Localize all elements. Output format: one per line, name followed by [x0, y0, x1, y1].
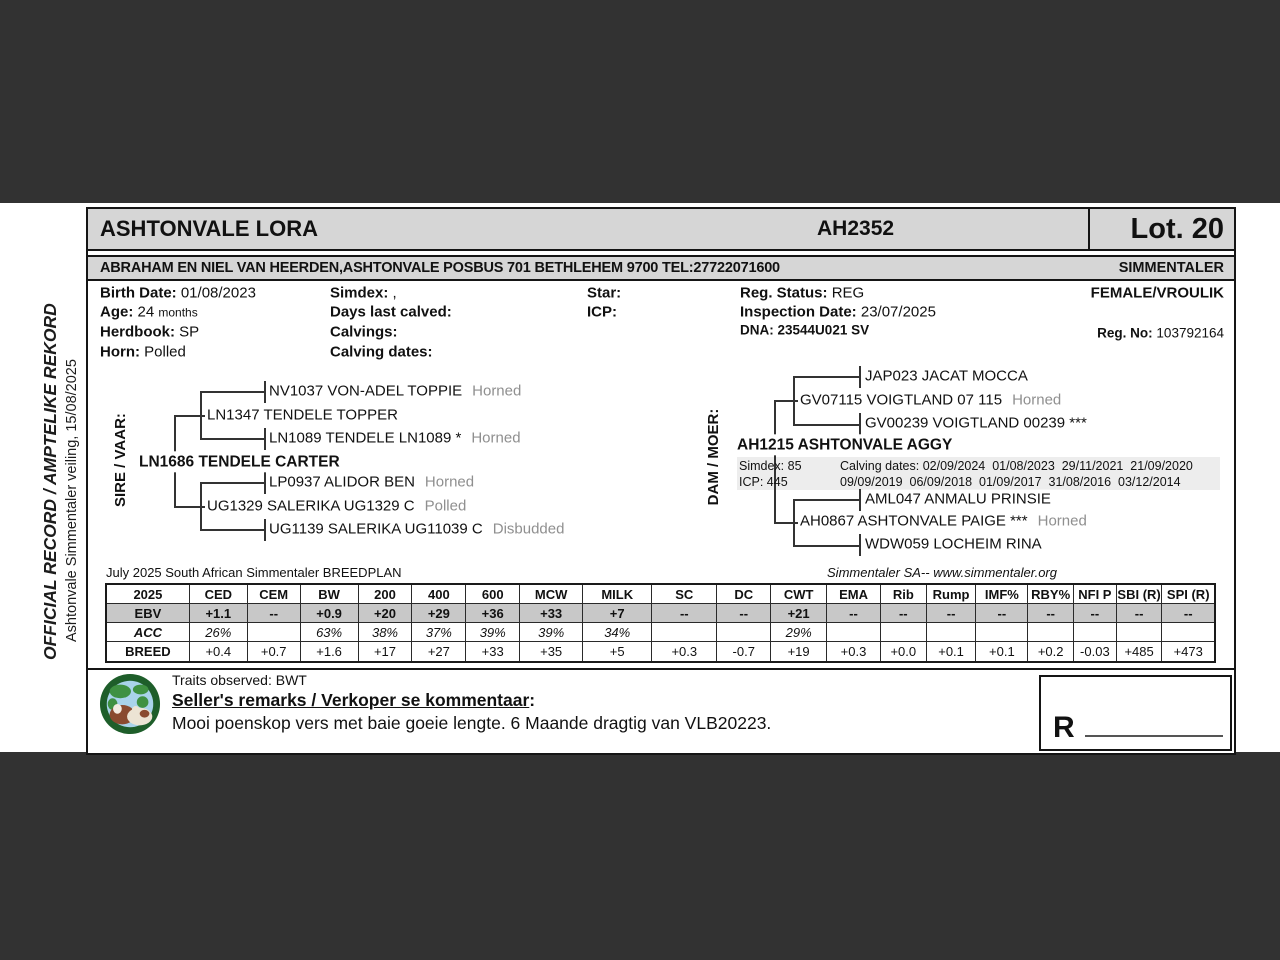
calving-dates-row: [330, 344, 433, 361]
birth-date-value: 01/08/2023: [180, 284, 256, 302]
pedigree-line: [200, 482, 264, 484]
animal-name-text: LN1089 TENDELE LN1089 *: [269, 429, 462, 447]
pedigree-line: [793, 499, 859, 501]
pedigree-line: [264, 519, 266, 541]
breedplan-cell: [1028, 623, 1074, 642]
inspection-value: 23/07/2025: [860, 303, 936, 321]
pedigree-line: [793, 545, 859, 547]
breedplan-cell: --: [717, 604, 771, 623]
breedplan-cell: [1162, 623, 1215, 642]
dam-granddam-maternal: [863, 535, 1056, 556]
animal-name: ASHTONVALE LORA: [100, 216, 318, 241]
breedplan-table: [105, 583, 1216, 663]
animal-name-text: GV00239 VOIGTLAND 00239 ***: [865, 414, 1087, 432]
inspection-row: [740, 304, 936, 321]
breedplan-cell: [247, 623, 300, 642]
breedplan-row-label: EBV: [106, 604, 189, 623]
breedplan-cell: +485: [1116, 642, 1162, 662]
animal-name-text: GV07115 VOIGTLAND 07 115: [800, 391, 1003, 409]
dam-icp: [739, 475, 788, 489]
sire-name: LN1686 TENDELE CARTER: [137, 451, 344, 472]
breedplan-col-header: SPI (R): [1162, 584, 1215, 604]
breedplan-cell: --: [880, 604, 926, 623]
breedplan-cell: +27: [412, 642, 466, 662]
animal-name-text: WDW059 LOCHEIM RINA: [865, 535, 1042, 553]
dam-calving-dates-2: 09/09/2019 06/09/2018 01/09/2017 31/08/2016 03/12/2014: [840, 475, 1181, 489]
days-last-calved-row: [330, 304, 452, 321]
horn-status: Horned: [471, 429, 521, 447]
breedplan-caption: July 2025 South African Simmentaler BREEDPLAN: [106, 565, 402, 580]
breed-name: SIMMENTALER: [1118, 260, 1224, 276]
breedplan-cell: +0.1: [926, 642, 976, 662]
horn-status: Horned: [1037, 512, 1087, 530]
dam-label: DAM / MOER:: [705, 408, 722, 506]
breedplan-col-header: SC: [652, 584, 717, 604]
sire-grandsire-paternal: [267, 382, 525, 403]
breedplan-cell: +35: [520, 642, 583, 662]
birth-date-label: Birth Date:: [100, 284, 177, 302]
side-official-record-label: OFFICIAL RECORD / AMPTELIKE REKORD: [40, 303, 60, 660]
dam-dam: [798, 512, 1091, 533]
sire-grandsire-maternal: [267, 473, 478, 494]
calving-dates-label: Calving dates:: [330, 343, 433, 361]
pedigree-line: [793, 424, 859, 426]
pedigree-line: [793, 376, 795, 426]
seller-remarks-heading: [172, 690, 535, 711]
horn-status: Polled: [424, 497, 467, 515]
herdbook-label: Herdbook:: [100, 323, 175, 341]
breedplan-cell: +0.1: [976, 642, 1028, 662]
age-unit: months: [158, 305, 198, 320]
breedplan-cell: 34%: [583, 623, 652, 642]
animal-name-text: AML047 ANMALU PRINSIE: [865, 490, 1051, 508]
seller-remark-text: Mooi poenskop vers met baie goeie lengte. 6 Maande dragtig van VLB20223.: [172, 713, 772, 733]
horn-row: [100, 344, 186, 361]
pedigree-line: [200, 482, 202, 531]
dam-grandsire-paternal: [863, 367, 1042, 388]
breedplan-col-header: BW: [300, 584, 358, 604]
breedplan-row-label: BREED: [106, 642, 189, 662]
pedigree-line: [774, 400, 800, 402]
breedplan-cell: --: [1074, 604, 1117, 623]
breedplan-cell: 63%: [300, 623, 358, 642]
breedplan-cell: [717, 623, 771, 642]
dam-name: AH1215 ASHTONVALE AGGY: [735, 434, 956, 455]
footer-separator: [88, 668, 1234, 670]
breedplan-cell: +29: [412, 604, 466, 623]
breedplan-cell: +0.3: [652, 642, 717, 662]
seller-remarks-colon: :: [529, 690, 536, 710]
sex-value: FEMALE/VROULIK: [1090, 284, 1224, 302]
reg-status-label: Reg. Status:: [740, 284, 828, 302]
breedplan-cell: --: [976, 604, 1028, 623]
breedplan-cell: +0.4: [189, 642, 247, 662]
horn-label: Horn:: [100, 343, 140, 361]
breedplan-cell: [827, 623, 881, 642]
title-bar: [88, 209, 1234, 251]
pedigree-line: [200, 438, 264, 440]
animal-name-text: AH0867 ASHTONVALE PAIGE ***: [800, 512, 1028, 530]
breedplan-cell: -0.03: [1074, 642, 1117, 662]
days-last-calved-label: Days last calved:: [330, 303, 452, 321]
traits-observed: Traits observed: BWT: [172, 672, 307, 688]
breedplan-col-header: 400: [412, 584, 466, 604]
dna-row: [740, 323, 869, 338]
simdex-row: [330, 285, 397, 302]
breedplan-table-wrap: [105, 583, 1216, 663]
side-event-label: Ashtonvale Simmentaler veiling, 15/08/2025: [64, 359, 80, 642]
pedigree-line: [200, 391, 264, 393]
pedigree-line: [859, 366, 861, 388]
reg-status-value: REG: [831, 284, 865, 302]
breedplan-col-header: Rump: [926, 584, 976, 604]
breedplan-cell: 26%: [189, 623, 247, 642]
calvings-label: Calvings:: [330, 323, 398, 341]
horn-value: Polled: [144, 343, 186, 361]
breedplan-cell: +1.6: [300, 642, 358, 662]
dam-simdex-value: 85: [787, 459, 802, 473]
breedplan-cell: [1074, 623, 1117, 642]
breedplan-col-header: Rib: [880, 584, 926, 604]
breedplan-cell: --: [1028, 604, 1074, 623]
breedplan-cell: --: [1116, 604, 1162, 623]
breedplan-col-header: NFI P: [1074, 584, 1117, 604]
animal-name-text: JAP023 JACAT MOCCA: [865, 367, 1028, 385]
pedigree-line: [264, 381, 266, 403]
dam-simdex: [739, 459, 802, 473]
breedplan-col-header: CEM: [247, 584, 300, 604]
lot-number: Lot. 20: [1088, 209, 1234, 249]
horn-status: Horned: [472, 382, 522, 400]
animal-name-text: LN1347 TENDELE TOPPER: [207, 406, 398, 424]
breedplan-col-header: 200: [358, 584, 412, 604]
breedplan-cell: +20: [358, 604, 412, 623]
breedplan-cell: [976, 623, 1028, 642]
breedplan-col-header: MCW: [520, 584, 583, 604]
star-row: [587, 285, 621, 302]
star-label: Star:: [587, 284, 622, 302]
breedplan-cell: +33: [466, 642, 520, 662]
age-value: 24: [137, 303, 155, 321]
dam-icp-label: ICP:: [739, 475, 764, 489]
pedigree-line: [264, 428, 266, 450]
breedplan-cell: --: [247, 604, 300, 623]
sire-dam: [205, 497, 470, 518]
breedplan-cell: +33: [520, 604, 583, 623]
breedplan-cell: [652, 623, 717, 642]
dam-calving-dates-label: Calving dates:: [840, 459, 920, 473]
calvings-row: [330, 324, 398, 341]
breedplan-col-header: 600: [466, 584, 520, 604]
breedplan-cell: +19: [771, 642, 827, 662]
breedplan-cell: 39%: [520, 623, 583, 642]
breedplan-col-header: RBY%: [1028, 584, 1074, 604]
dna-label: DNA:: [740, 322, 774, 338]
pedigree-line: [793, 376, 859, 378]
age-row: [100, 304, 198, 321]
dam-grandsire-maternal: [863, 490, 1065, 511]
price-box: [1039, 675, 1232, 751]
animal-id: AH2352: [817, 217, 895, 240]
price-blank-line: [1085, 735, 1223, 737]
herdbook-value: SP: [179, 323, 200, 341]
animal-name-text: UG1329 SALERIKA UG1329 C: [207, 497, 415, 515]
age-label: Age:: [100, 303, 134, 321]
breedplan-col-header: MILK: [583, 584, 652, 604]
sire-granddam-maternal: [267, 520, 568, 541]
simdex-value: ,: [392, 284, 397, 302]
breedplan-cell: +7: [583, 604, 652, 623]
reg-no-label: Reg. No:: [1097, 325, 1153, 341]
dam-calving-dates-1: [840, 459, 1193, 473]
dam-simdex-label: Simdex:: [739, 459, 785, 473]
reg-no-value: 103792164: [1156, 325, 1224, 341]
horn-status: Horned: [424, 473, 475, 491]
pedigree-line: [200, 529, 264, 531]
breedplan-cell: 37%: [412, 623, 466, 642]
reg-status-row: [740, 285, 864, 302]
breedplan-cell: +21: [771, 604, 827, 623]
breedplan-col-header: IMF%: [976, 584, 1028, 604]
simdex-label: Simdex:: [330, 284, 389, 302]
breedplan-cell: [1116, 623, 1162, 642]
breedplan-cell: 38%: [358, 623, 412, 642]
horn-status: Disbudded: [492, 520, 565, 538]
breedplan-cell: -0.7: [717, 642, 771, 662]
pedigree-line: [859, 534, 861, 556]
animal-name-text: NV1037 VON-ADEL TOPPIE: [269, 382, 463, 400]
breedplan-cell: +0.9: [300, 604, 358, 623]
pedigree-line: [859, 489, 861, 511]
currency-symbol: R: [1053, 711, 1075, 744]
birth-date-row: [100, 285, 256, 302]
breedplan-row-label: ACC: [106, 623, 189, 642]
simmentaler-logo-icon: [99, 673, 161, 735]
breedplan-col-header: CED: [189, 584, 247, 604]
owner-bar: [88, 255, 1234, 281]
sire-label: SIRE / VAAR:: [112, 413, 129, 507]
breedplan-cell: [880, 623, 926, 642]
dam-icp-value: 445: [766, 475, 788, 489]
breedplan-cell: +36: [466, 604, 520, 623]
breedplan-cell: [926, 623, 976, 642]
inspection-label: Inspection Date:: [740, 303, 857, 321]
pedigree-line: [793, 499, 795, 547]
breedplan-col-header: DC: [717, 584, 771, 604]
sire-sire: [205, 406, 412, 427]
herdbook-row: [100, 324, 199, 341]
simmentaler-sa-caption: Simmentaler SA-- www.simmentaler.org: [827, 565, 1057, 580]
pedigree-line: [264, 472, 266, 494]
horn-status: Horned: [1012, 391, 1062, 409]
breedplan-cell: +473: [1162, 642, 1215, 662]
breedplan-cell: +0.3: [827, 642, 881, 662]
owner-address: ABRAHAM EN NIEL VAN HEERDEN,ASHTONVALE POSBUS 701 BETHLEHEM 9700 TEL:27722071600: [100, 260, 780, 276]
dam-sire: [798, 391, 1065, 412]
pedigree-line: [859, 413, 861, 435]
dam-granddam-paternal: [863, 414, 1101, 435]
icp-row: [587, 304, 617, 321]
breedplan-col-header: 2025: [106, 584, 189, 604]
breedplan-cell: +0.7: [247, 642, 300, 662]
breedplan-cell: +5: [583, 642, 652, 662]
breedplan-col-header: CWT: [771, 584, 827, 604]
breedplan-cell: +17: [358, 642, 412, 662]
breedplan-cell: --: [827, 604, 881, 623]
breedplan-cell: 29%: [771, 623, 827, 642]
seller-remarks-label: Seller's remarks / Verkoper se kommentaar: [172, 690, 530, 710]
reg-no-row: [1097, 326, 1224, 341]
breedplan-cell: +0.0: [880, 642, 926, 662]
pedigree-line: [200, 391, 202, 440]
breedplan-cell: +0.2: [1028, 642, 1074, 662]
breedplan-cell: +1.1: [189, 604, 247, 623]
sire-granddam-paternal: [267, 429, 525, 450]
icp-label: ICP:: [587, 303, 617, 321]
breedplan-cell: --: [652, 604, 717, 623]
breedplan-cell: --: [1162, 604, 1215, 623]
dna-value: 23544U021 SV: [777, 322, 870, 338]
animal-name-text: LP0937 ALIDOR BEN: [269, 473, 415, 491]
animal-name-text: UG1139 SALERIKA UG11039 C: [269, 520, 483, 538]
catalog-page: [86, 207, 1236, 755]
breedplan-col-header: EMA: [827, 584, 881, 604]
dam-calving-dates-row1: 02/09/2024 01/08/2023 29/11/2021 21/09/2020: [922, 459, 1193, 473]
breedplan-cell: --: [926, 604, 976, 623]
breedplan-col-header: SBI (R): [1116, 584, 1162, 604]
breedplan-cell: 39%: [466, 623, 520, 642]
